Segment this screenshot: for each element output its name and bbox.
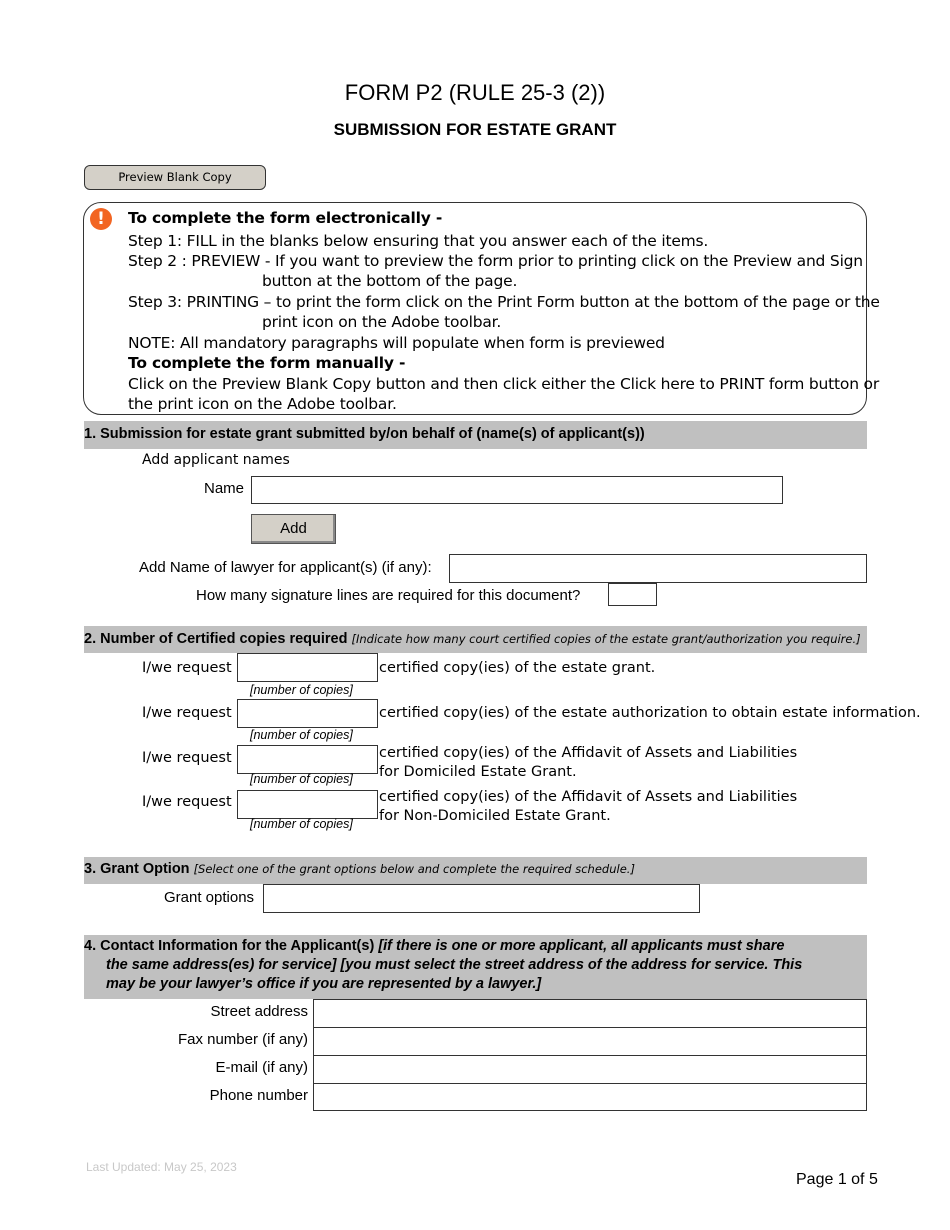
page-number: Page 1 of 5 bbox=[796, 1171, 878, 1188]
lawyer-name-input[interactable] bbox=[449, 554, 867, 583]
instructions-step3: Step 3: PRINTING – to print the form click on the Print Form button at the bottom of the page or the bbox=[128, 293, 880, 311]
preview-blank-copy-button[interactable]: Preview Blank Copy bbox=[84, 165, 266, 190]
section4-title: 4. Contact Information for the Applicant(s) bbox=[84, 938, 375, 954]
instructions-note: NOTE: All mandatory paragraphs will populate when form is previewed bbox=[128, 334, 665, 352]
copies-description-cont: for Non-Domiciled Estate Grant. bbox=[379, 808, 611, 824]
copies-hint: [number of copies] bbox=[250, 817, 353, 831]
form-subtitle: SUBMISSION FOR ESTATE GRANT bbox=[333, 120, 617, 139]
request-label: I/we request bbox=[142, 794, 232, 810]
section2-hint: [Indicate how many court certified copies of the estate grant/authorization you require.] bbox=[351, 632, 861, 646]
instructions-heading-manual: To complete the form manually - bbox=[128, 354, 406, 372]
instructions-step2: Step 2 : PREVIEW - If you want to preview the form prior to printing click on the Preview and Sign bbox=[128, 252, 863, 270]
applicant-name-input[interactable] bbox=[251, 476, 783, 504]
section4-header bbox=[84, 935, 867, 999]
copies-description: certified copy(ies) of the Affidavit of Assets and Liabilities bbox=[379, 745, 798, 761]
street-address-input[interactable] bbox=[313, 999, 867, 1028]
phone-number-input[interactable] bbox=[313, 1083, 867, 1111]
section4-hint-line2: the same address(es) for service] [you must select the street address of the address for service. This bbox=[106, 957, 803, 973]
section3-title: 3. Grant Option bbox=[84, 861, 190, 877]
copies-description: certified copy(ies) of the Affidavit of Assets and Liabilities bbox=[379, 789, 798, 805]
instructions-step2-cont: button at the bottom of the page. bbox=[262, 272, 518, 290]
instructions-manual-cont: the print icon on the Adobe toolbar. bbox=[128, 395, 397, 413]
add-applicant-label: Add applicant names bbox=[142, 452, 290, 468]
grant-options-label: Grant options bbox=[164, 889, 255, 906]
copies-input[interactable] bbox=[237, 699, 378, 728]
fax-number-label: Fax number (if any) bbox=[177, 1031, 308, 1048]
copies-description-cont: for Domiciled Estate Grant. bbox=[379, 764, 577, 780]
section1-title: 1. Submission for estate grant submitted by/on behalf of (name(s) of applicant(s)) bbox=[84, 426, 645, 442]
instructions-step1: Step 1: FILL in the blanks below ensuring that you answer each of the items. bbox=[128, 232, 709, 250]
section3-header bbox=[84, 857, 867, 884]
signature-lines-label: How many signature lines are required for this document? bbox=[196, 587, 581, 604]
request-label: I/we request bbox=[142, 705, 232, 721]
email-label: E-mail (if any) bbox=[215, 1059, 308, 1076]
instructions-heading-electronic: To complete the form electronically - bbox=[128, 209, 443, 227]
section4-hint-line3: may be your lawyer’s office if you are represented by a lawyer.] bbox=[106, 976, 542, 992]
exclamation-icon: ! bbox=[90, 208, 112, 230]
lawyer-label: Add Name of lawyer for applicant(s) (if any): bbox=[139, 559, 432, 576]
request-label: I/we request bbox=[142, 750, 232, 766]
copies-hint: [number of copies] bbox=[250, 772, 353, 786]
copies-input[interactable] bbox=[237, 745, 378, 774]
copies-input[interactable] bbox=[237, 790, 378, 819]
phone-number-label: Phone number bbox=[209, 1087, 308, 1104]
section1-header bbox=[84, 421, 867, 449]
form-title: FORM P2 (RULE 25-3 (2)) bbox=[344, 80, 606, 105]
grant-options-select[interactable] bbox=[263, 884, 700, 913]
name-label: Name bbox=[204, 480, 245, 497]
section4-hint-line1: [if there is one or more applicant, all applicants must share bbox=[378, 938, 785, 954]
instructions-step3-cont: print icon on the Adobe toolbar. bbox=[262, 313, 502, 331]
copies-hint: [number of copies] bbox=[250, 728, 353, 742]
last-updated: Last Updated: May 25, 2023 bbox=[86, 1160, 237, 1174]
copies-hint: [number of copies] bbox=[250, 683, 353, 697]
section3-hint: [Select one of the grant options below and complete the required schedule.] bbox=[193, 862, 635, 876]
section2-header bbox=[84, 626, 867, 653]
request-label: I/we request bbox=[142, 660, 232, 676]
section2-title: 2. Number of Certified copies required bbox=[84, 631, 348, 647]
street-address-label: Street address bbox=[210, 1003, 308, 1020]
email-input[interactable] bbox=[313, 1055, 867, 1084]
signature-lines-input[interactable] bbox=[608, 583, 657, 606]
fax-number-input[interactable] bbox=[313, 1027, 867, 1056]
copies-input[interactable] bbox=[237, 653, 378, 682]
copies-description: certified copy(ies) of the estate authorization to obtain estate information. bbox=[379, 705, 921, 721]
instructions-manual: Click on the Preview Blank Copy button and then click either the Click here to PRINT form button or bbox=[128, 375, 880, 393]
add-applicant-button[interactable]: Add bbox=[251, 514, 336, 544]
copies-description: certified copy(ies) of the estate grant. bbox=[379, 660, 656, 676]
